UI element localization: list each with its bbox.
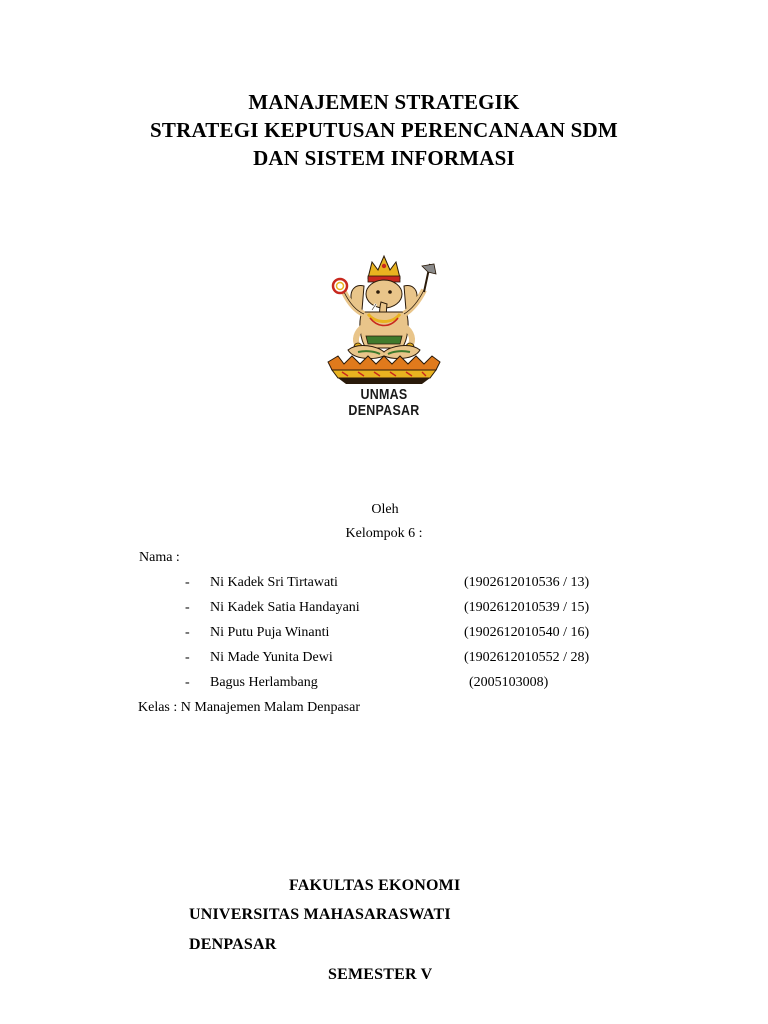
semester-label: SEMESTER V bbox=[328, 966, 433, 983]
member-name: Ni Kadek Sri Tirtawati bbox=[210, 575, 338, 590]
bullet-dash: - bbox=[185, 625, 190, 640]
faculty-name: FAKULTAS EKONOMI bbox=[289, 877, 461, 894]
member-id: (1902612010540 / 16) bbox=[464, 625, 590, 640]
document-title bbox=[0, 88, 768, 172]
member-list bbox=[0, 575, 768, 700]
bullet-dash: - bbox=[185, 600, 190, 615]
list-item bbox=[0, 575, 768, 600]
member-name: Ni Kadek Satia Handayani bbox=[210, 600, 360, 615]
by-label: Oleh bbox=[371, 502, 399, 517]
member-id: (2005103008) bbox=[469, 675, 549, 690]
names-label: Nama : bbox=[139, 550, 180, 565]
ganesha-emblem-icon bbox=[318, 252, 450, 388]
title-line-2: STRATEGI KEPUTUSAN PERENCANAAN SDM bbox=[150, 118, 618, 142]
city-name: DENPASAR bbox=[189, 936, 277, 953]
member-name: Bagus Herlambang bbox=[210, 675, 318, 690]
list-item bbox=[0, 600, 768, 625]
university-logo bbox=[318, 252, 450, 419]
member-id: (1902612010539 / 15) bbox=[464, 600, 590, 615]
member-name: Ni Made Yunita Dewi bbox=[210, 650, 333, 665]
class-line: Kelas : N Manajemen Malam Denpasar bbox=[138, 700, 360, 715]
member-id: (1902612010536 / 13) bbox=[464, 575, 590, 590]
list-item bbox=[0, 625, 768, 650]
bullet-dash: - bbox=[185, 650, 190, 665]
list-item bbox=[0, 650, 768, 675]
member-name: Ni Putu Puja Winanti bbox=[210, 625, 330, 640]
bullet-dash: - bbox=[185, 675, 190, 690]
bullet-dash: - bbox=[185, 575, 190, 590]
title-line-1: MANAJEMEN STRATEGIK bbox=[248, 90, 520, 114]
logo-caption: UNMAS DENPASAR bbox=[348, 387, 420, 419]
group-label: Kelompok 6 : bbox=[345, 526, 423, 541]
member-id: (1902612010552 / 28) bbox=[464, 650, 590, 665]
university-name: UNIVERSITAS MAHASARASWATI bbox=[189, 906, 451, 923]
title-line-3: DAN SISTEM INFORMASI bbox=[253, 146, 515, 170]
list-item bbox=[0, 675, 768, 700]
